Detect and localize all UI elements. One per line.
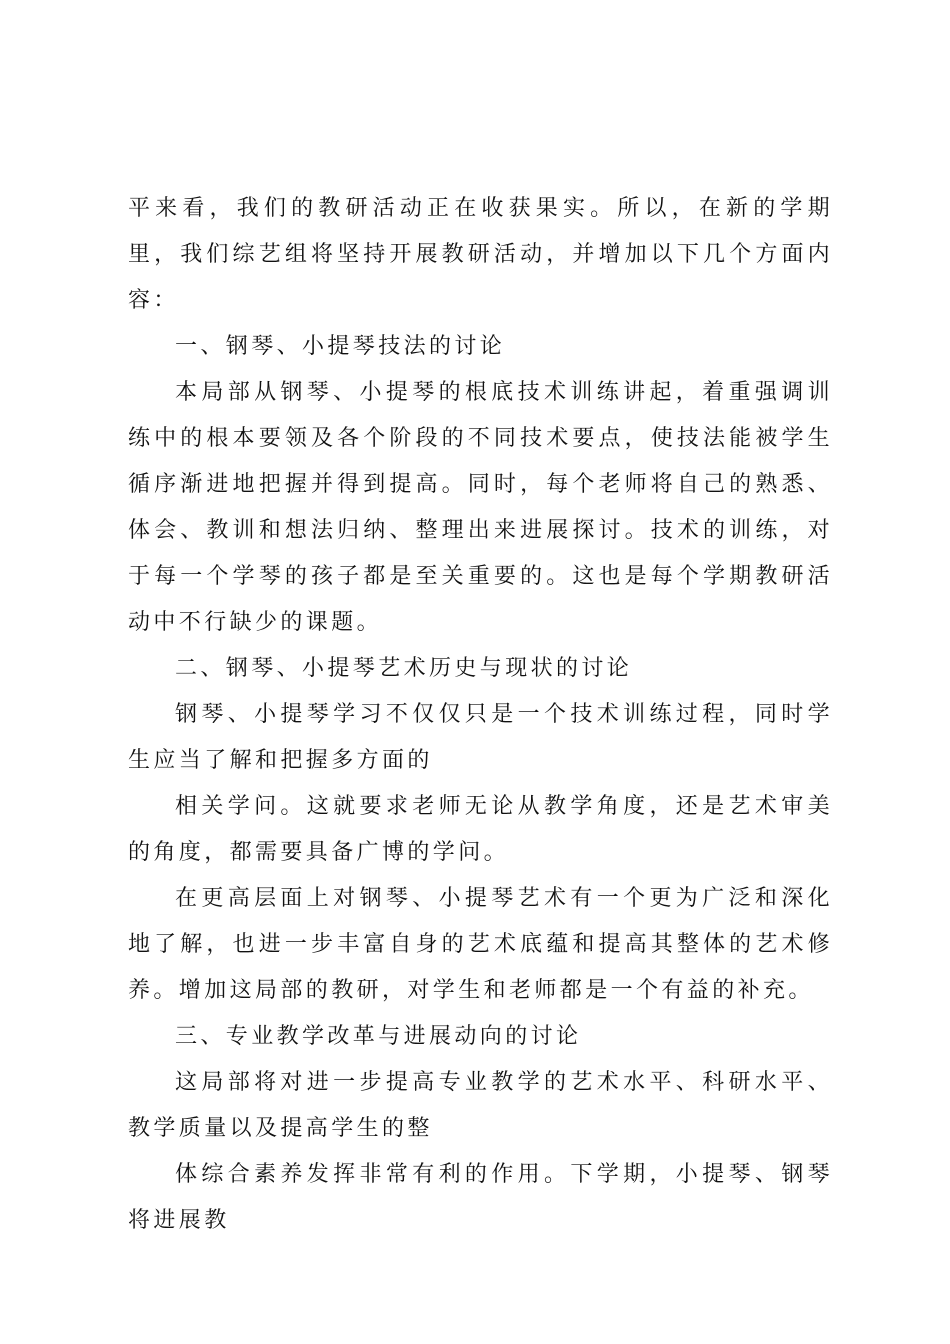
paragraph-2: 本局部从钢琴、小提琴的根底技术训练讲起，着重强调训练中的根本要领及各个阶段的不同技术要点，使技法能被学生循序渐进地把握并得到提高。同时，每个老师将自己的熟悉、体会、教训和想法归纳、整理出来进展探讨。技术的训练，对于每一个学琴的孩子都是至关重要的。这也是每个学期教研活动中不行缺少的课题。 xyxy=(128,380,833,635)
section-heading-1: 一、钢琴、小提琴技法的讨论 xyxy=(175,334,506,359)
paragraph-6: 这局部将对进一步提高专业教学的艺术水平、科研水平、教学质量以及提高学生的整 xyxy=(128,1070,833,1141)
document-body xyxy=(128,186,833,1244)
section-heading-2: 二、钢琴、小提琴艺术历史与现状的讨论 xyxy=(175,656,633,681)
paragraph-7: 体综合素养发挥非常有利的作用。下学期，小提琴、钢琴将进展教 xyxy=(128,1162,833,1233)
paragraph-1: 平来看，我们的教研活动正在收获果实。所以，在新的学期里，我们综艺组将坚持开展教研活动，并增加以下几个方面内容： xyxy=(128,196,833,313)
paragraph-4: 相关学问。这就要求老师无论从教学角度，还是艺术审美的角度，都需要具备广博的学问。 xyxy=(128,794,833,865)
paragraph-3: 钢琴、小提琴学习不仅仅只是一个技术训练过程，同时学生应当了解和把握多方面的 xyxy=(128,702,833,773)
section-heading-3: 三、专业教学改革与进展动向的讨论 xyxy=(175,1024,582,1049)
paragraph-5: 在更高层面上对钢琴、小提琴艺术有一个更为广泛和深化地了解，也进一步丰富自身的艺术底蕴和提高其整体的艺术修养。增加这局部的教研，对学生和老师都是一个有益的补充。 xyxy=(128,886,833,1003)
